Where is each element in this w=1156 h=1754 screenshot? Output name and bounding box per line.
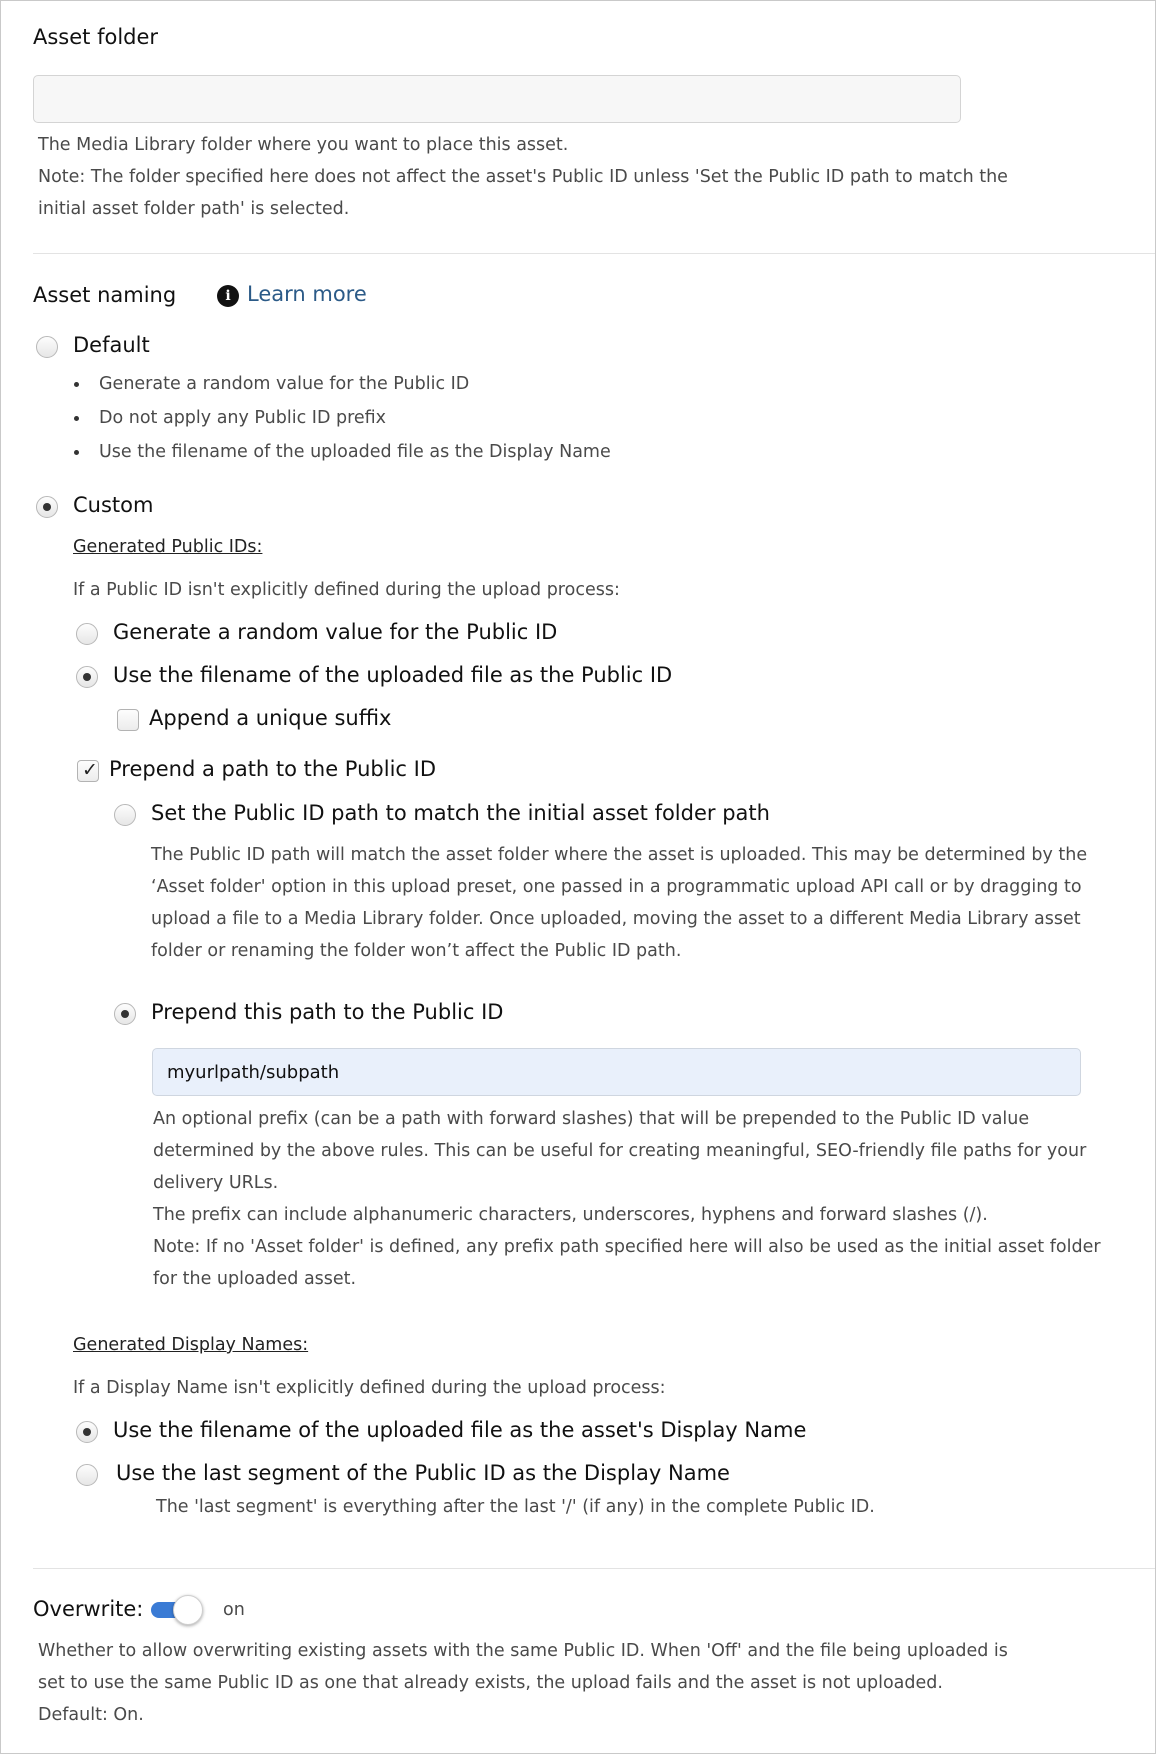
checkmark-icon: ✓ xyxy=(82,759,98,781)
asset-folder-label: Asset folder xyxy=(33,25,159,49)
section-divider xyxy=(33,1568,1155,1569)
match-folder-help-2: ‘Asset folder' option in this upload preset, one passed in a programmatic upload API call or by dragging to xyxy=(151,877,1082,897)
asset-naming-label: Asset naming xyxy=(33,283,177,307)
list-item: Do not apply any Public ID prefix xyxy=(69,401,611,435)
overwrite-help-2: set to use the same Public ID as one that already exists, the upload fails and the asset is not uploaded. xyxy=(38,1673,943,1693)
prefix-help-2: determined by the above rules. This can be useful for creating meaningful, SEO-friendly file paths for your xyxy=(153,1141,1087,1161)
match-folder-help-1: The Public ID path will match the asset folder where the asset is uploaded. This may be determined by the xyxy=(151,845,1088,865)
last-segment-help: The 'last segment' is everything after the last '/' (if any) in the complete Public ID. xyxy=(156,1497,875,1517)
filename-public-id-radio[interactable] xyxy=(76,666,98,688)
default-radio[interactable] xyxy=(36,336,58,358)
asset-folder-help-3: initial asset folder path' is selected. xyxy=(38,199,350,219)
filename-public-id-label: Use the filename of the uploaded file as the Public ID xyxy=(113,663,673,687)
list-item: Use the filename of the uploaded file as the Display Name xyxy=(69,435,611,469)
prepend-path-label: Prepend a path to the Public ID xyxy=(109,757,436,781)
overwrite-toggle[interactable] xyxy=(151,1595,203,1623)
info-icon: i xyxy=(217,285,239,307)
default-option-label: Default xyxy=(73,333,150,357)
default-bullet-list xyxy=(69,367,611,469)
generated-display-names-heading: Generated Display Names: xyxy=(73,1335,309,1355)
overwrite-label: Overwrite: xyxy=(33,1597,144,1621)
prefix-input-box[interactable] xyxy=(152,1048,1081,1096)
generated-public-ids-heading: Generated Public IDs: xyxy=(73,537,263,557)
toggle-knob[interactable] xyxy=(173,1595,203,1625)
match-folder-radio[interactable] xyxy=(114,804,136,826)
prefix-help-1: An optional prefix (can be a path with forward slashes) that will be prepended to the Public ID value xyxy=(153,1109,1030,1129)
display-name-last-segment-label: Use the last segment of the Public ID as the Display Name xyxy=(116,1461,730,1485)
prefix-help-3: delivery URLs. xyxy=(153,1173,279,1193)
prepend-this-path-label: Prepend this path to the Public ID xyxy=(151,1000,504,1024)
append-suffix-label: Append a unique suffix xyxy=(149,706,392,730)
custom-radio[interactable] xyxy=(36,496,58,518)
prepend-this-path-radio[interactable] xyxy=(114,1003,136,1025)
custom-option-label: Custom xyxy=(73,493,154,517)
random-public-id-label: Generate a random value for the Public ID xyxy=(113,620,558,644)
overwrite-state-text: on xyxy=(223,1600,245,1620)
prefix-input[interactable] xyxy=(153,1049,1080,1095)
display-name-filename-label: Use the filename of the uploaded file as the asset's Display Name xyxy=(113,1418,807,1442)
prepend-path-checkbox[interactable] xyxy=(77,760,99,782)
match-folder-label: Set the Public ID path to match the initial asset folder path xyxy=(151,801,770,825)
asset-folder-input[interactable] xyxy=(34,76,960,122)
prefix-help-6: for the uploaded asset. xyxy=(153,1269,357,1289)
prefix-help-4: The prefix can include alphanumeric characters, underscores, hyphens and forward slashes (/). xyxy=(153,1205,988,1225)
prefix-help-5: Note: If no 'Asset folder' is defined, any prefix path specified here will also be used as the initial asset folder xyxy=(153,1237,1101,1257)
asset-folder-help-2: Note: The folder specified here does not affect the asset's Public ID unless 'Set the Public ID path to match the xyxy=(38,167,1008,187)
list-item: Generate a random value for the Public ID xyxy=(69,367,611,401)
display-name-last-segment-radio[interactable] xyxy=(76,1464,98,1486)
overwrite-help-3: Default: On. xyxy=(38,1705,144,1725)
match-folder-help-4: folder or renaming the folder won’t affect the Public ID path. xyxy=(151,941,682,961)
match-folder-help-3: upload a file to a Media Library folder. Once uploaded, moving the asset to a different Media Library asset xyxy=(151,909,1081,929)
display-name-filename-radio[interactable] xyxy=(76,1421,98,1443)
overwrite-help-1: Whether to allow overwriting existing assets with the same Public ID. When 'Off' and the file being uploaded is xyxy=(38,1641,1008,1661)
generated-display-names-intro: If a Display Name isn't explicitly defined during the upload process: xyxy=(73,1378,666,1398)
random-public-id-radio[interactable] xyxy=(76,623,98,645)
section-divider xyxy=(33,253,1155,254)
learn-more-link[interactable]: Learn more xyxy=(247,282,367,306)
asset-folder-help-1: The Media Library folder where you want to place this asset. xyxy=(38,135,569,155)
append-suffix-checkbox[interactable] xyxy=(117,709,139,731)
asset-folder-input-box[interactable] xyxy=(33,75,961,123)
generated-public-ids-intro: If a Public ID isn't explicitly defined during the upload process: xyxy=(73,580,620,600)
